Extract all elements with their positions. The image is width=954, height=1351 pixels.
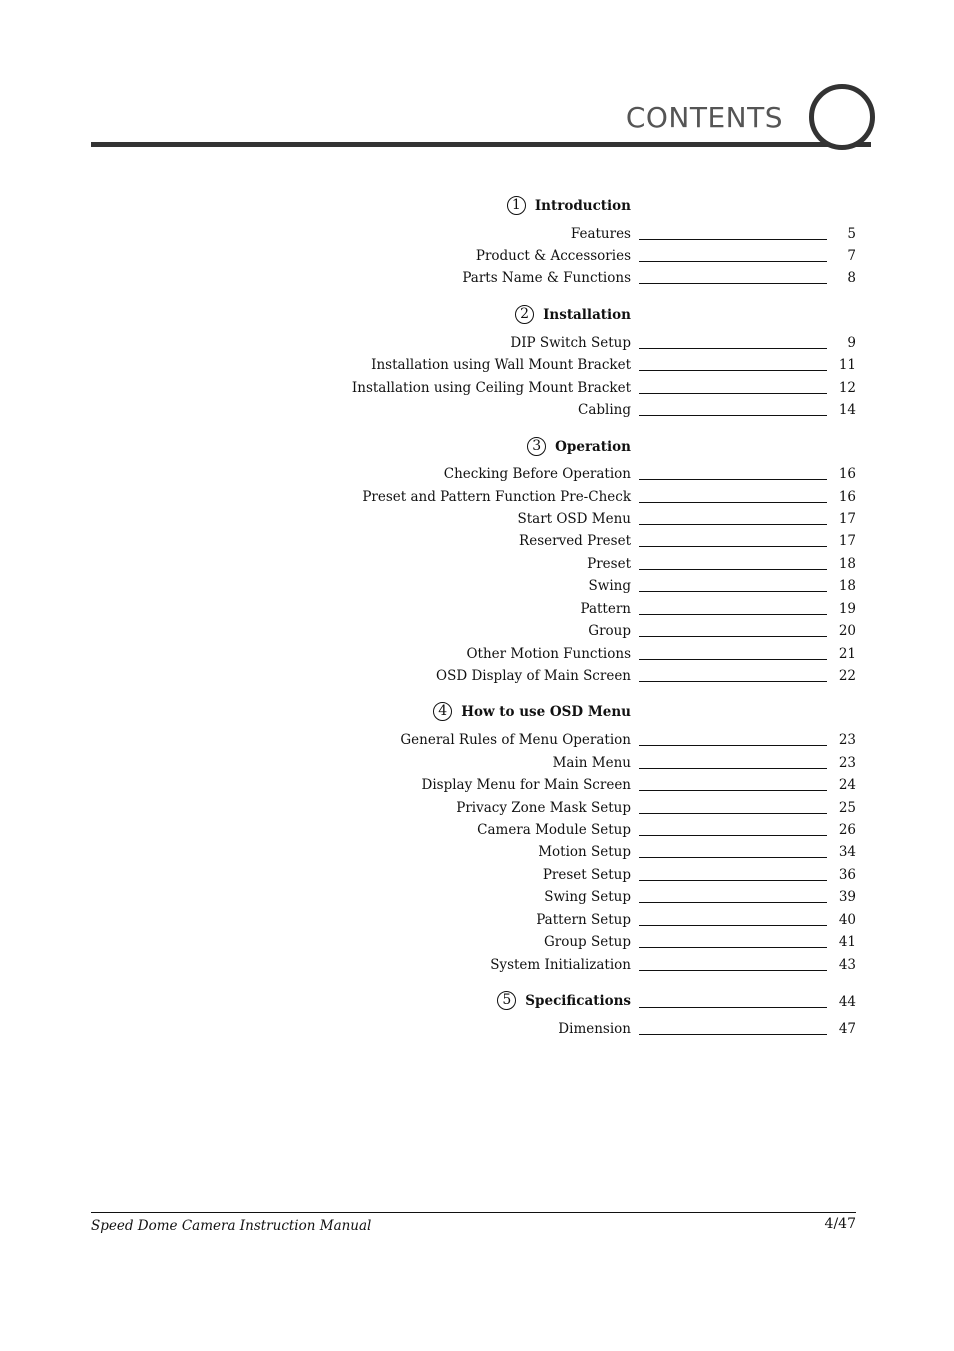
toc-entry-page: 7 xyxy=(847,248,856,264)
section-number-badge: 2 xyxy=(515,305,534,324)
section-number-badge: 3 xyxy=(527,437,546,456)
toc-entry-label: DIP Switch Setup xyxy=(510,335,631,351)
toc-entry-label: Group xyxy=(588,623,631,639)
toc-entry[interactable] xyxy=(300,269,856,287)
toc-entry-page: 25 xyxy=(838,800,856,816)
toc-entry-label: Product & Accessories xyxy=(475,248,631,264)
toc-entry[interactable] xyxy=(300,956,856,974)
toc-leader-line xyxy=(639,947,827,948)
toc-entry-page: 19 xyxy=(838,601,856,617)
toc-entry[interactable] xyxy=(300,776,856,794)
toc-entry-label: Parts Name & Functions xyxy=(462,270,631,286)
toc-entry-page: 23 xyxy=(838,755,856,771)
toc-entry[interactable] xyxy=(300,622,856,640)
toc-leader-line xyxy=(639,546,827,547)
section-title: Introduction xyxy=(534,198,631,214)
section-number-badge: 1 xyxy=(507,196,526,215)
toc-leader-line xyxy=(639,370,827,371)
toc-entry-page: 14 xyxy=(838,402,856,418)
toc-entry[interactable] xyxy=(300,731,856,749)
toc-entry[interactable] xyxy=(300,821,856,839)
toc-entry[interactable] xyxy=(300,667,856,685)
toc-leader-line xyxy=(639,813,827,814)
toc-entry[interactable] xyxy=(300,933,856,951)
toc-leader-line xyxy=(639,393,827,394)
toc-entry[interactable] xyxy=(300,334,856,352)
toc-entry[interactable] xyxy=(300,465,856,483)
section-title: Operation xyxy=(555,439,631,455)
toc-leader-line xyxy=(639,283,827,284)
toc-entry[interactable] xyxy=(300,1020,856,1038)
toc-entry-label: Dimension xyxy=(558,1021,631,1037)
toc-entry-page: 22 xyxy=(838,668,856,684)
footer-manual-title: Speed Dome Camera Instruction Manual xyxy=(91,1218,372,1234)
toc-entry[interactable] xyxy=(300,356,856,374)
toc-entry[interactable] xyxy=(300,488,856,506)
toc-entry-label: Preset Setup xyxy=(542,867,631,883)
toc-leader-line xyxy=(639,790,827,791)
toc-leader-line xyxy=(639,636,827,637)
toc-entry[interactable] xyxy=(300,843,856,861)
toc-entry[interactable] xyxy=(300,888,856,906)
toc-entry-page: 23 xyxy=(838,732,856,748)
toc-leader-line xyxy=(639,524,827,525)
toc-leader-line xyxy=(639,614,827,615)
toc-entry-label: Display Menu for Main Screen xyxy=(421,777,631,793)
toc-entry-label: Pattern Setup xyxy=(536,912,631,928)
toc-leader-line xyxy=(639,880,827,881)
toc-entry-label: System Initialization xyxy=(490,957,631,973)
toc-leader-line xyxy=(639,591,827,592)
toc-entry-label: Pattern xyxy=(580,601,631,617)
toc-entry-label: OSD Display of Main Screen xyxy=(436,668,631,684)
toc-entry[interactable] xyxy=(300,379,856,397)
toc-entry-page: 39 xyxy=(838,889,856,905)
toc-entry-page: 17 xyxy=(838,511,856,527)
toc-entry-page: 20 xyxy=(838,623,856,639)
toc-leader-line xyxy=(639,261,827,262)
section-heading-specifications[interactable] xyxy=(300,991,631,1011)
toc-entry[interactable] xyxy=(300,577,856,595)
toc-leader-line xyxy=(639,835,827,836)
toc-entry-label: Swing Setup xyxy=(544,889,631,905)
toc-entry-label: General Rules of Menu Operation xyxy=(400,732,631,748)
toc-entry-page: 17 xyxy=(838,533,856,549)
toc-entry-label: Reserved Preset xyxy=(519,533,631,549)
section-title: How to use OSD Menu xyxy=(461,704,631,720)
toc-entry-page: 12 xyxy=(838,380,856,396)
toc-entry-page: 40 xyxy=(838,912,856,928)
toc-leader-line xyxy=(639,768,827,769)
toc-entry-page: 11 xyxy=(838,357,856,373)
toc-entry-label: Other Motion Functions xyxy=(466,646,631,662)
toc-entry[interactable] xyxy=(300,225,856,243)
section-heading-introduction[interactable] xyxy=(300,196,631,216)
toc-entry-label: Preset xyxy=(587,556,631,572)
toc-entry-page: 43 xyxy=(838,957,856,973)
toc-leader-line xyxy=(639,415,827,416)
toc-leader-line xyxy=(639,348,827,349)
toc-entry-page: 41 xyxy=(838,934,856,950)
toc-entry-page: 34 xyxy=(838,844,856,860)
toc-entry-label: Installation using Ceiling Mount Bracket xyxy=(351,380,631,396)
toc-leader-line xyxy=(639,659,827,660)
toc-leader-line xyxy=(639,239,827,240)
toc-leader-line xyxy=(639,479,827,480)
section-page: 44 xyxy=(838,994,856,1010)
toc-entry-label: Motion Setup xyxy=(538,844,631,860)
toc-leader-line xyxy=(639,857,827,858)
toc-entry-label: Features xyxy=(570,226,631,242)
toc-entry[interactable] xyxy=(300,600,856,618)
toc-leader-line xyxy=(639,681,827,682)
toc-leader-line xyxy=(639,1034,827,1035)
toc-entry-page: 36 xyxy=(838,867,856,883)
toc-leader-line xyxy=(639,1007,827,1008)
section-number-badge: 4 xyxy=(433,702,452,721)
toc-entry-label: Camera Module Setup xyxy=(477,822,631,838)
toc-entry[interactable] xyxy=(300,401,856,419)
footer-page-number: 4/47 xyxy=(824,1216,856,1232)
toc-leader-line xyxy=(639,745,827,746)
toc-entry-label: Preset and Pattern Function Pre-Check xyxy=(362,489,631,505)
toc-entry[interactable] xyxy=(300,532,856,550)
toc-entry-label: Checking Before Operation xyxy=(443,466,631,482)
toc-entry-label: Cabling xyxy=(578,402,631,418)
toc-entry[interactable] xyxy=(300,911,856,929)
toc-entry-page: 9 xyxy=(847,335,856,351)
footer-rule xyxy=(91,1212,856,1213)
toc-entry-label: Group Setup xyxy=(544,934,631,950)
toc-entry-label: Installation using Wall Mount Bracket xyxy=(371,357,631,373)
toc-entry[interactable] xyxy=(300,866,856,884)
toc-entry[interactable] xyxy=(300,799,856,817)
section-title: Specifications xyxy=(525,993,631,1009)
toc-entry-page: 16 xyxy=(838,466,856,482)
section-title: Installation xyxy=(543,307,631,323)
toc-entry-page: 47 xyxy=(838,1021,856,1037)
toc-entry-page: 18 xyxy=(838,578,856,594)
toc-entry-label: Privacy Zone Mask Setup xyxy=(456,800,631,816)
section-heading-operation[interactable] xyxy=(300,437,631,457)
toc-entry-label: Swing xyxy=(588,578,631,594)
toc-entry-page: 18 xyxy=(838,556,856,572)
section-heading-installation[interactable] xyxy=(300,305,631,325)
toc-entry-page: 21 xyxy=(838,646,856,662)
toc-entry-page: 8 xyxy=(847,270,856,286)
toc-entry[interactable] xyxy=(300,510,856,528)
toc-leader-line xyxy=(639,569,827,570)
toc-leader-line xyxy=(639,925,827,926)
toc-entry-page: 26 xyxy=(838,822,856,838)
toc-entry[interactable] xyxy=(300,247,856,265)
section-number-badge: 5 xyxy=(497,991,516,1010)
toc-entry-page: 16 xyxy=(838,489,856,505)
toc-entry-page: 24 xyxy=(838,777,856,793)
toc-entry-label: Main Menu xyxy=(552,755,631,771)
toc-entry-label: Start OSD Menu xyxy=(517,511,631,527)
toc-leader-line xyxy=(639,970,827,971)
page-title: CONTENTS xyxy=(625,101,783,134)
toc-entry[interactable] xyxy=(300,555,856,573)
toc-entry[interactable] xyxy=(300,754,856,772)
toc-leader-line xyxy=(639,502,827,503)
toc-entry-page: 5 xyxy=(847,226,856,242)
section-heading-osd-menu[interactable] xyxy=(300,702,631,722)
toc-leader-line xyxy=(639,902,827,903)
toc-entry[interactable] xyxy=(300,645,856,663)
